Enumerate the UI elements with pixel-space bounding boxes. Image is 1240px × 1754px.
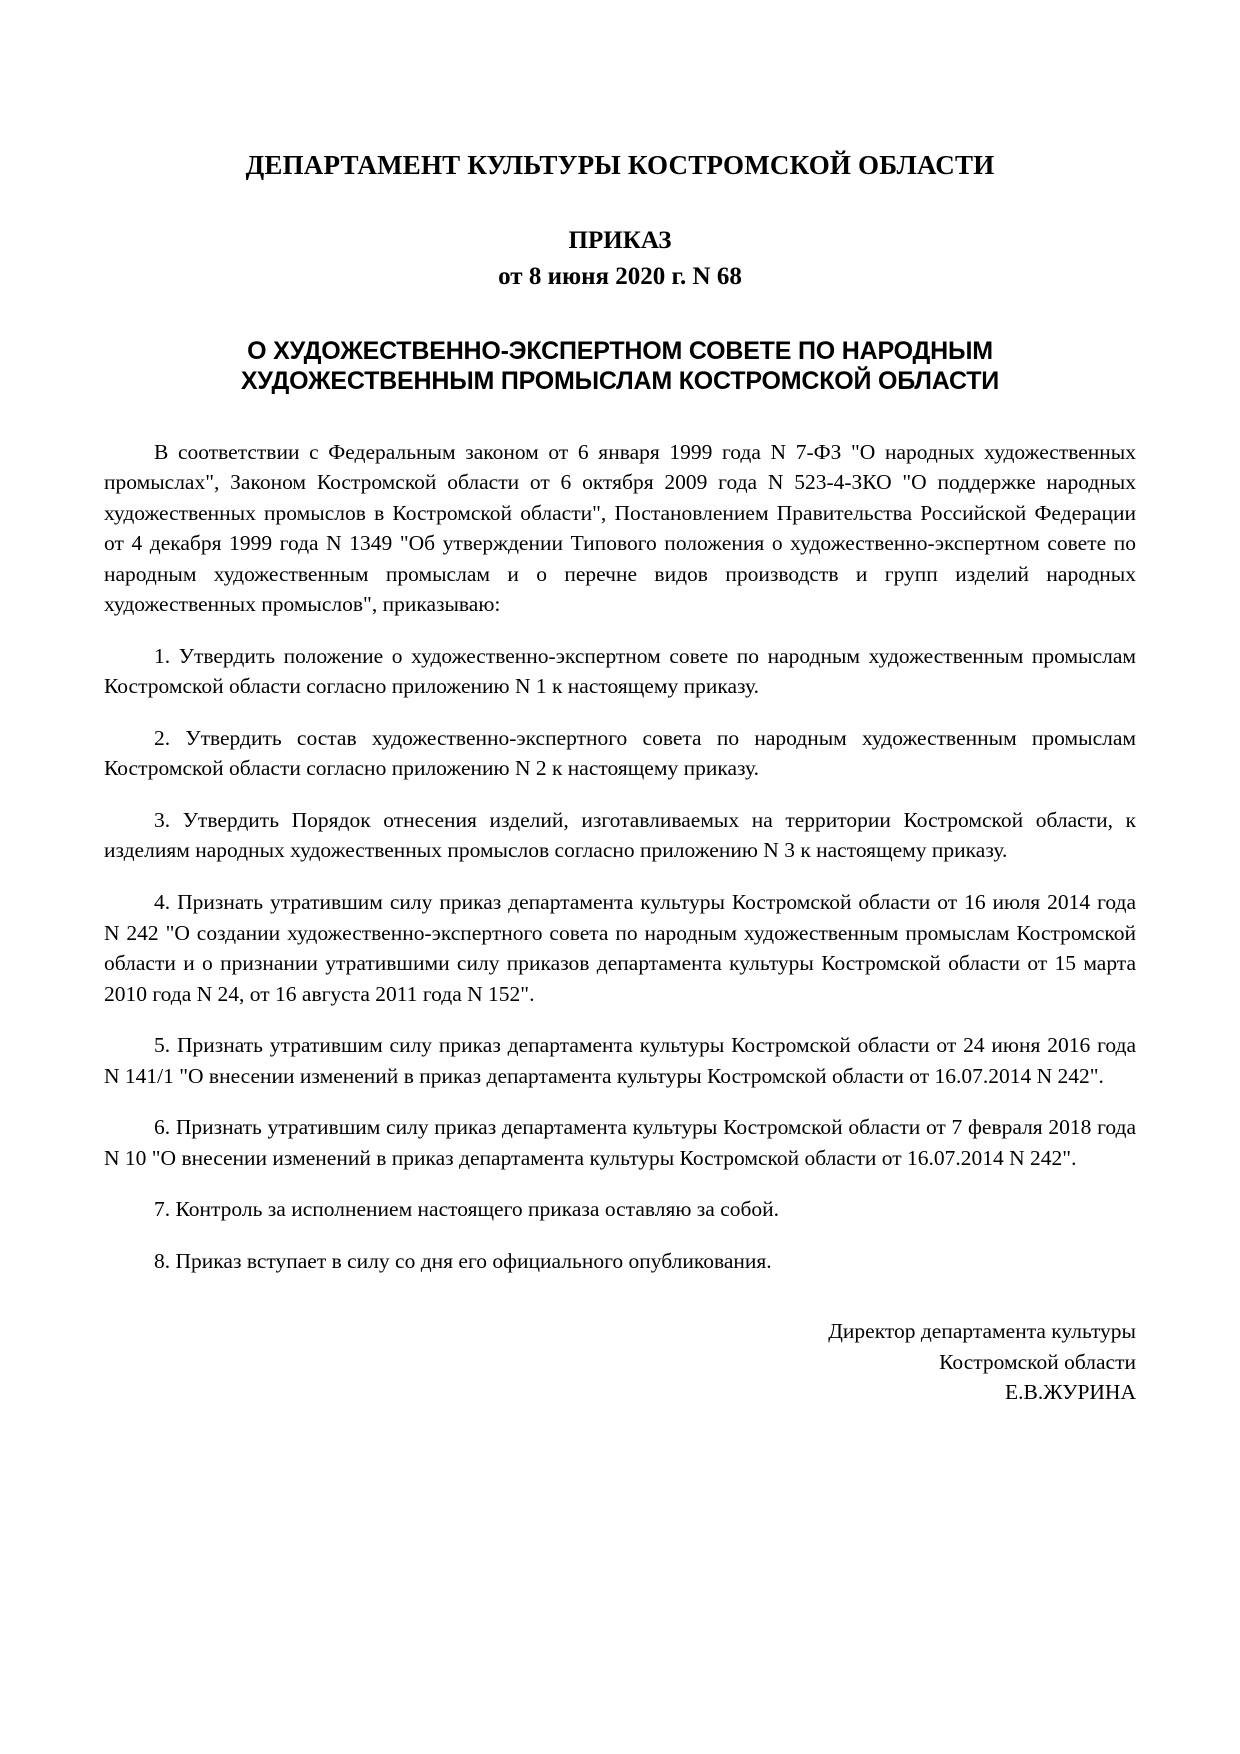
preamble-paragraph: В соответствии с Федеральным законом от 6 января 1999 года N 7-ФЗ "О народных художественных промыслах", Законом Костромской области от 6 октября 2009 года N 523-4-ЗКО "О поддержке народных художественных промыслов в Костромской области", Постановлением Правительства Российской Федерации от 4 декабря 1999 года N 1349 "Об утверждении Типового положения о художественно-экспертном совете по народным художественным промыслам и о перечне видов производств и групп изделий народных художественных промыслов", приказываю: [104, 439, 1136, 617]
order-item-6: 6. Признать утратившим силу приказ департамента культуры Костромской области от 7 февраля 2018 года N 10 "О внесении изменений в приказ департамента культуры Костромской области от 16.07.2014 N 242". [104, 1115, 1136, 1170]
signer-position-line-2: Костромской области [939, 1349, 1136, 1374]
signature-block [104, 1316, 1136, 1408]
organization-title: ДЕПАРТАМЕНТ КУЛЬТУРЫ КОСТРОМСКОЙ ОБЛАСТИ [245, 150, 995, 180]
order-item-3: 3. Утвердить Порядок отнесения изделий, изготавливаемых на территории Костромской области, к изделиям народных художественных промыслов согласно приложению N 3 к настоящему приказу. [104, 807, 1136, 863]
document-date-number: от 8 июня 2020 г. N 68 [498, 262, 742, 290]
signer-name: Е.В.ЖУРИНА [1005, 1380, 1136, 1405]
order-item-5: 5. Признать утратившим силу приказ департамента культуры Костромской области от 24 июня 2016 года N 141/1 "О внесении изменений в приказ департамента культуры Костромской области от 16.07.2014 N 242". [104, 1033, 1136, 1088]
document-subject-line-2: ХУДОЖЕСТВЕННЫМ ПРОМЫСЛАМ КОСТРОМСКОЙ ОБЛАСТИ [240, 367, 1000, 396]
document-subject-line-1: О ХУДОЖЕСТВЕННО-ЭКСПЕРТНОМ СОВЕТЕ ПО НАРОДНЫМ [247, 336, 993, 365]
document-subject [104, 336, 1136, 397]
order-item-7: 7. Контроль за исполнением настоящего приказа оставляю за собой. [154, 1197, 780, 1222]
order-item-4: 4. Признать утратившим силу приказ департамента культуры Костромской области от 16 июля 2014 года N 242 "О создании художественно-экспертного совета по народным художественным промыслам Костромской области и о признании утратившими силу приказов департамента культуры Костромской области от 15 марта 2010 года N 24, от 16 августа 2011 года N 152". [104, 889, 1136, 1006]
order-item-1: 1. Утвердить положение о художественно-экспертном совете по народным художественным промыслам Костромской области согласно приложению N 1 к настоящему приказу. [104, 643, 1136, 699]
order-item-8: 8. Приказ вступает в силу со дня его официального опубликования. [154, 1248, 772, 1273]
document-kind: ПРИКАЗ [568, 227, 672, 255]
signer-position-line-1: Директор департамента культуры [828, 1319, 1136, 1344]
document-body [104, 437, 1136, 1276]
order-item-2: 2. Утвердить состав художественно-экспертного совета по народным художественным промыслам Костромской области согласно приложению N 2 к настоящему приказу. [104, 725, 1136, 781]
